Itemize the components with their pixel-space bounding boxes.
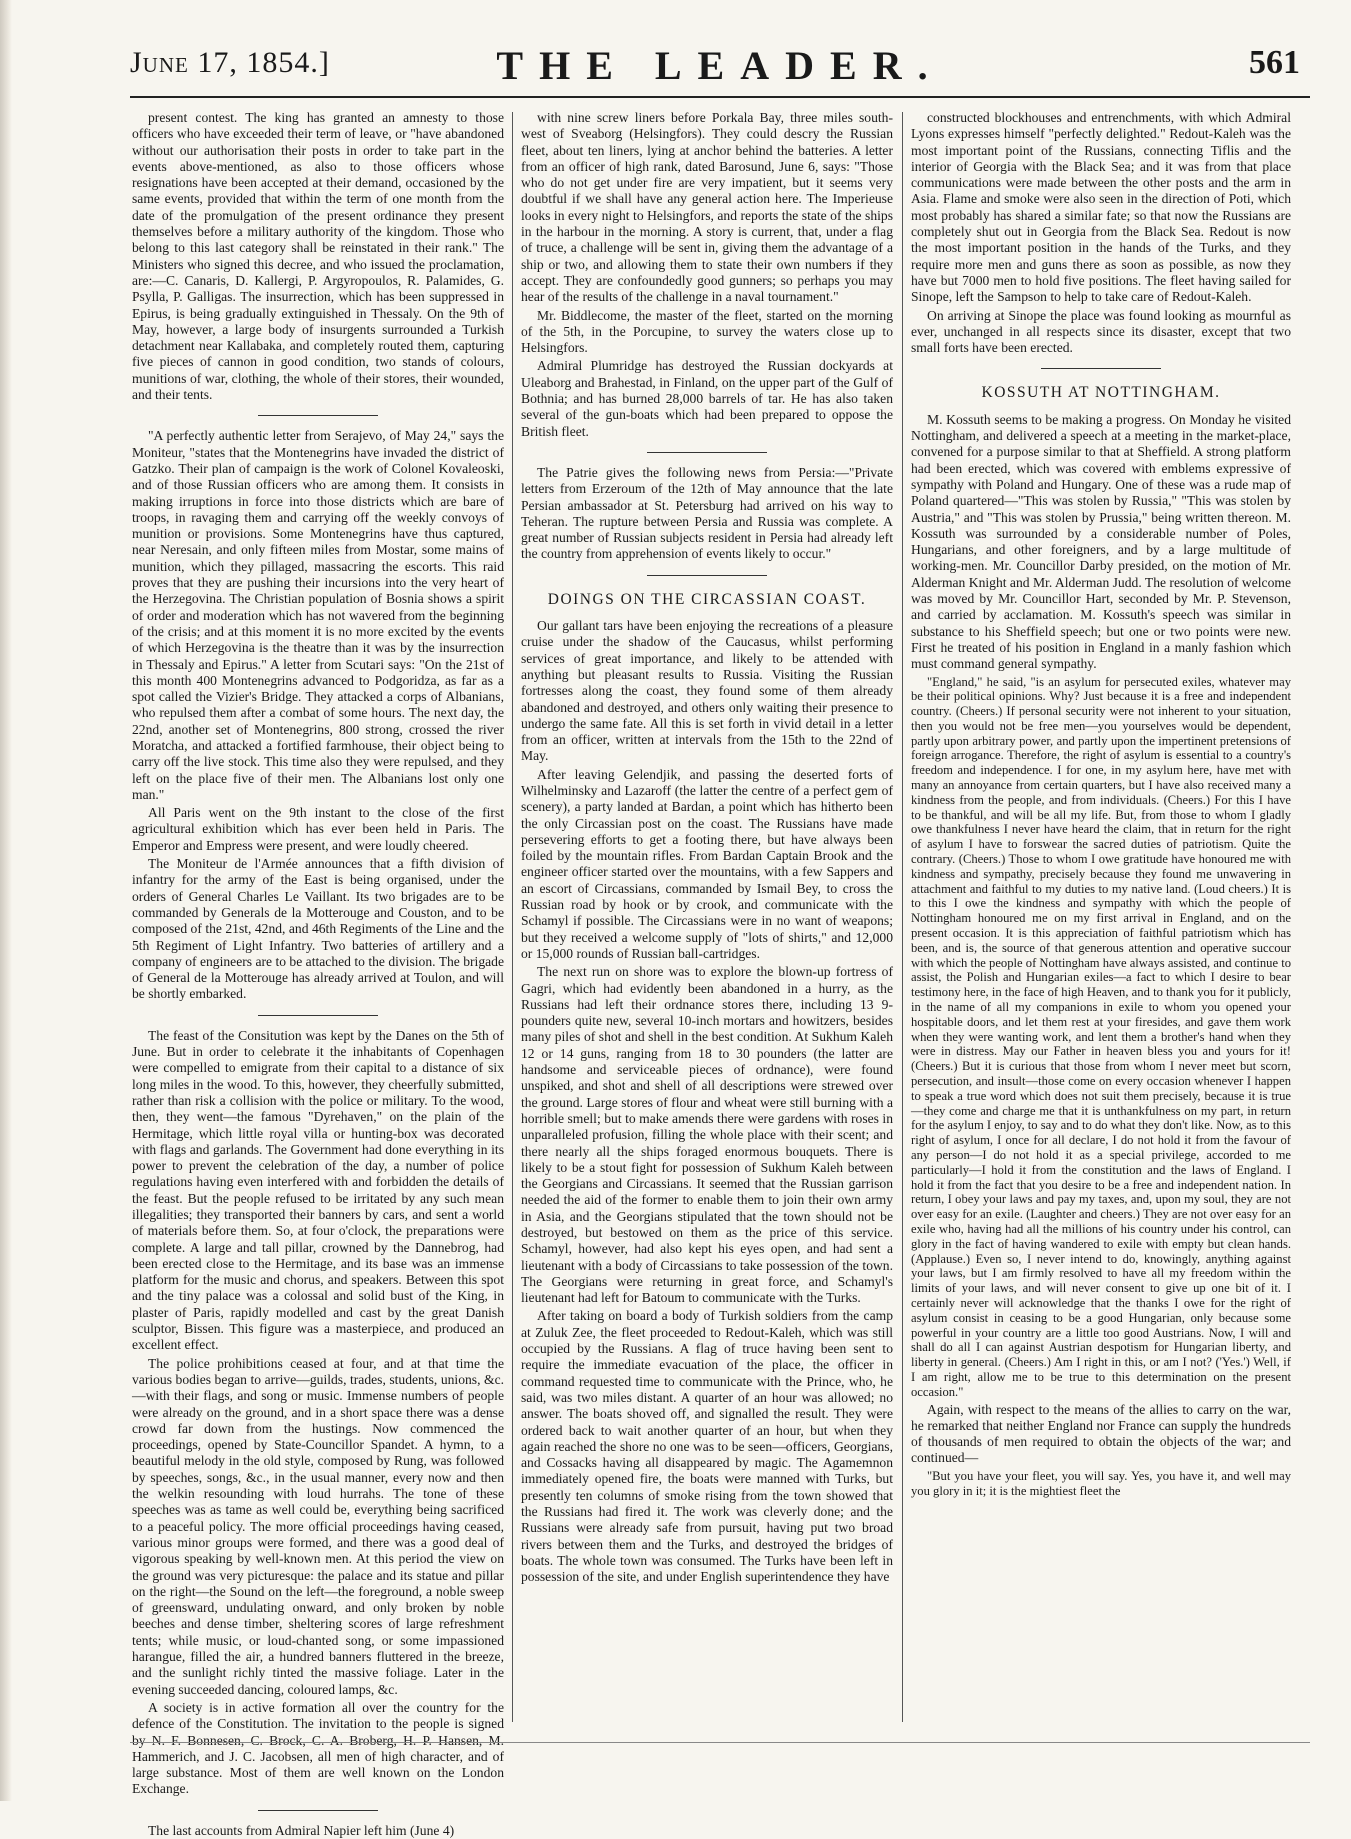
bottom-rule (130, 1742, 1310, 1743)
article-paragraph: "A perfectly authentic letter from Serajevo, of May 24," says the Moniteur, "states that the Montenegrins have invaded the district of Gatzko. Their plan of campaign is the work of Colonel Kovaleoski, and of those Russian officers who are among them. It consists in making irruptions in force into those districts which are bare of troops, in ravaging them and carrying off the weekly convoys of munition or provisions. Some Montenegrins have thus captured, near Neresain, and only fifteen miles from Mostar, some mains of munition, which they pillaged, massacring the escorts. This raid proves that they are pushing their incursions into the very heart of the Herzegovina. The Christian population of Bosnia shows a spirit of order and moderation which has not wavered from the beginning of the crisis; and at this moment it is no more excited by the events of which Herzegovina is the theatre than it was by the insurrection in Thessaly and Epirus." A letter from Scutari says: "On the 21st of this month 400 Montenegrins advanced to Podgoridza, as far as a spot called the Vizier's Bridge. They attacked a corps of Albanians, who repulsed them after a combat of some hours. The next day, the 22nd, another set of Montenegrins, 800 strong, crossed the river Moratcha, and attacked a fortified farmhouse, their object being to carry off the live stock. This time also they were repulsed, and they left on the place five of their men. The Albanians lost only one man." (132, 428, 504, 802)
section-separator (258, 1810, 378, 1811)
speech-paragraph: "But you have your fleet, you will say. Yes, you have it, and well may you glory in it; it is the mightiest fleet the (911, 1468, 1291, 1498)
page-spine-shadow (0, 0, 12, 1801)
article-paragraph: All Paris went on the 9th instant to the close of the first agricultural exhibition which has ever been held in Paris. The Emperor and Empress were present, and were loudly cheered. (132, 805, 504, 853)
section-separator (258, 1015, 378, 1016)
section-separator (258, 415, 378, 416)
article-heading: KOSSUTH AT NOTTINGHAM. (981, 384, 1221, 402)
article-paragraph: Again, with respect to the means of the allies to carry on the war, he remarked that neither England nor France can supply the hundreds of thousands of men required to obtain the objects of the war; and continued— (911, 1401, 1291, 1466)
article-paragraph: The last accounts from Admiral Napier left him (June 4) (148, 1822, 455, 1838)
section-separator (647, 452, 767, 453)
newspaper-title: THE LEADER. (496, 43, 944, 88)
article-paragraph: The Patrie gives the following news from Persia:—"Private letters from Erzeroum of the 12th of May announce that the late Persian ambassador at St. Petersburg had arrived on his way to Teheran. The rupture between Persia and Russia was complete. A great number of Russian subjects resident in Persia had already left the country from apprehension of events likely to occur." (521, 464, 893, 562)
issue-date: June 17, 1854.] (130, 46, 330, 79)
article-paragraph: On arriving at Sinope the place was found looking as mournful as ever, unchanged in all respects since its disaster, except that two small forts have been erected. (911, 307, 1291, 356)
article-paragraph: A society is in active formation all over the country for the defence of the Constitution. The invitation to the people is signed by N. F. Bonnesen, C. Brock, C. A. Broberg, H. P. Hansen, M. Hammerich, and J. C. Jacobsen, all men of high character, and of large substance. Most of them are well known on the London Exchange. (132, 1699, 504, 1797)
article-paragraph: Mr. Biddlecome, the master of the fleet, started on the morning of the 5th, in the Porcupine, to survey the waters close up to Helsingfors. (521, 307, 893, 356)
article-paragraph: The Moniteur de l'Armée announces that a fifth division of infantry for the army of the East is being organised, under the orders of General Charles Le Vaillant. Its two brigades are to be commanded by Generals de la Motterouge and Couston, and to be composed of the 21st, 42nd, and 46th Regiments of the Line and the 5th Regiment of Light Infantry. Two batteries of artillery and a company of engineers are to be attached to the division. The brigade of General de la Motterouge has already arrived at Toulon, and will be shortly embarked. (132, 856, 504, 1002)
article-heading: DOINGS ON THE CIRCASSIAN COAST. (547, 590, 867, 608)
section-separator (1041, 368, 1161, 369)
article-paragraph: with nine screw liners before Porkala Bay, three miles south-west of Sveaborg (Helsingfors). They could descry the Russian fleet, about ten liners, lying at anchor behind the batteries. A letter from an officer of high rank, dated Barosund, June 6, says: "Those who do not get under fire are very impatient, but it seems very doubtful if we shall have any general action here. The Imperieuse looks in every night to Helsingfors, and reports the state of the ships in the harbour in the morning. A story is current, that, under a flag of truce, a challenge will be sent in, giving them the advantage of a ship or two, and allowing them to state their own numbers if they accept. They are confoundedly good gunners; so perhaps you may hear of the results of the challenge in a naval tournament." (521, 110, 893, 305)
column-rule-2 (902, 112, 903, 1722)
masthead-rule (130, 96, 1310, 98)
article-paragraph: Our gallant tars have been enjoying the recreations of a pleasure cruise under the shadow of the Caucasus, whilst performing services of great importance, and likely to be attended with anything but pleasant results to Russia. Visiting the Russian fortresses along the coast, they found some of them already abandoned and destroyed, and others only waiting their presence to undergo the same fate. All this is set forth in vivid detail in a letter from an officer, written at intervals from the 15th to the 22nd of May. (521, 618, 893, 764)
column-1 (132, 110, 504, 1838)
column-2 (521, 110, 893, 1740)
article-paragraph: Admiral Plumridge has destroyed the Russian dockyards at Uleaborg and Brahestad, in Finland, on the upper part of the Gulf of Bothnia; and has burned 28,000 barrels of tar. He has also taken several of the gun-boats which had been prepared to oppose the British fleet. (521, 358, 893, 439)
article-paragraph: M. Kossuth seems to be making a progress. On Monday he visited Nottingham, and delivered a speech at a meeting in the market-place, convened for a purpose similar to that at Sheffield. A strong platform had been erected, which was covered with emblems expressive of sympathy with Poland and Hungary. One of these was a rude map of Poland quartered—"This was stolen by Russia," "This was stolen by Austria," and "This was stolen by Prussia," being written thereon. M. Kossuth was surrounded by a considerable number of Poles, Hungarians, and other foreigners, and by a large multitude of working-men. Mr. Councillor Darby presided, on the motion of Mr. Alderman Knight and Mr. Alderman Judd. The resolution of welcome was moved by Mr. Councillor Hart, seconded by Mr. P. Stevenson, and carried by acclamation. M. Kossuth's speech was similar in substance to his Sheffield speech; but one or two points were new. First he treated of his position in England in a manly fashion which must command general sympathy. (911, 411, 1291, 672)
column-rule-1 (512, 112, 513, 1722)
article-paragraph: The next run on shore was to explore the blown-up fortress of Gagri, which had evidently been abandoned in a hurry, as the Russians had left their ordnance stores there, including 13 9-pounders quite new, several 10-inch mortars and howitzers, besides many piles of shot and shell in the best condition. At Sukhum Kaleh 12 or 14 guns, ranging from 18 to 30 pounders (the latter are handsome and serviceable pieces of ordnance), were found unspiked, and shot and shell of all descriptions were strewed over the ground. Large stores of flour and wheat were still burning with a horrible smell; but to make amends there were gardens with roses in unparalleled profusion, filling the whole place with their scent; and there nearly all the ships foraged enormous bouquets. There is likely to be a stout fight for possession of Sukhum Kaleh between the Georgians and Circassians. It seemed that the Russian garrison needed the aid of the former to enable them to join their own army in Asia, and the Georgians stipulated that the town should not be destroyed, but bestowed on them as the price of this service. Schamyl, however, had also kept his eyes open, and had sent a lieutenant with a body of Circassians to take possession of the town. The Georgians were returning in great force, and Schamyl's lieutenant had left for Batoum to communicate with the Turks. (521, 964, 893, 1306)
article-paragraph: The feast of the Consitution was kept by the Danes on the 5th of June. But in order to celebrate it the inhabitants of Copenhagen were compelled to emigrate from their capital to a distance of six long miles in the wood. To this, however, they cheerfully submitted, rather than risk a collision with the police or military. To the wood, then, they went—the famous "Dyrehaven," on the plain of the Hermitage, which little royal villa or hunting-box was decorated with flags and garlands. The Government had done everything in its power to prevent the celebration of the day, a number of police regulations having even interfered with and forbidden the details of the feast. But the people refused to be irritated by any such mean illegalities; they transported their banners by cars, and sent a world of materials before them. So, at four o'clock, the preparations were complete. A large and tall pillar, crowned by the Dannebrog, had been erected close to the Hermitage, and its base was an immense platform for the music and chorus, and speakers. Between this spot and the tiny palace was a colossal and solid bust of the King, in plaster of Paris, rapidly modelled and cast by the great Danish sculptor, Bissen. This figure was a masterpiece, and produced an excellent effect. (132, 1027, 504, 1353)
article-paragraph: The police prohibitions ceased at four, and at that time the various bodies began to arrive—guilds, trades, students, unions, &c.—with their flags, and song or music. Immense numbers of people were already on the ground, and in a short space there was a dense crowd far down from the hustings. Now commenced the proceedings, opened by State-Councillor Spandet. A hymn, to a beautiful melody in the old style, composed by Rung, was followed by speeches, songs, &c., in the usual manner, every now and then the welkin resounding with loud hurrahs. The tone of these speeches was as tame as well could be, everything being sacrificed to a peaceful policy. The more official proceedings having ceased, various minor groups were formed, and there was a good deal of vigorous speaking by well-known men. At this period the view on the ground was very picturesque: the palace and its statue and pillar on the right—the Sound on the left—the foreground, a noble sweep of greensward, undulating onward, and only broken by noble beeches and dense timber, sheltering scores of large refreshment tents; while music, or loud-chanted song, or some impassioned harangue, filled the air, a hundred banners fluttered in the breeze, and the sunlight richly tinted the massive foliage. Later in the evening succeeded dancing, coloured lamps, &c. (132, 1355, 504, 1697)
article-paragraph: constructed blockhouses and entrenchments, with which Admiral Lyons expresses himself "perfectly delighted." Redout-Kaleh was the most important point of the Russians, connecting Tiflis and the interior of Georgia with the Black Sea; and it was from that place communications were made between the other posts and the arm in Asia. Flame and smoke were also seen in the direction of Poti, which most probably has shared a similar fate; so that now the Russians are completely shut out in Georgia from the Black Sea. Redout is now the most important position in the hands of the Turks, and they require more men and guns there as soon as possible, as now they have but 7000 men to hold five positions. The fleet having sailed for Sinope, left the Sampson to help to take care of Redout-Kaleh. (911, 110, 1291, 305)
column-3 (911, 110, 1291, 1740)
article-paragraph: After taking on board a body of Turkish soldiers from the camp at Zuluk Zee, the fleet proceeded to Redout-Kaleh, which was still occupied by the Russians. A flag of truce having been sent to require the immediate evacuation of the place, the officer in command requested time to communicate with the Prince, who, he said, was two miles distant. A quarter of an hour was allowed; no answer. The boats shoved off, and signalled the result. They were ordered back to wait another quarter of an hour, but when they again reached the shore no one was to be seen—officers, Georgians, and Cossacks having all disappeared by magic. The Agamemnon immediately opened fire, the boats were manned with Turks, but presently ten columns of smoke rising from the town showed that the Russians had fired it. The work was cleverly done; and the Russians were already safe from pursuit, having put two broad rivers between them and the Turks, and destroyed the bridges of boats. The whole town was consumed. The Turks have been left in possession of the site, and under English superintendence they have (521, 1308, 893, 1585)
section-separator (647, 575, 767, 576)
masthead (130, 38, 1310, 108)
page-number: 561 (1249, 44, 1300, 81)
article-paragraph: After leaving Gelendjik, and passing the deserted forts of Wilhelminsky and Lazaroff (the latter the centre of a perfect gem of scenery), a party landed at Bardan, a point which has hitherto been the only Circassian post on the coast. The Russians have made persevering efforts to get a footing there, but have always been foiled by the mountain rifles. From Bardan Captain Brook and the engineer officer started over the mountains, with a few Sappers and an escort of Circassians, commanded by Ismail Bey, to cross the Russian road by hook or by crook, and communicate with the Schamyl if possible. The Circassians were in no want of weapons; but they received a welcome supply of "lots of shirts," and 12,000 or 15,000 rounds of Russian ball-cartridges. (521, 766, 893, 961)
speech-paragraph: "England," he said, "is an asylum for persecuted exiles, whatever may be their political opinions. Why? Just because it is a free and independent country. (Cheers.) If personal security were not inherent to your situation, then you would not be free men—you yourselves would be dependent, partly upon arbitrary power, and partly upon the impertinent pretensions of foreign arrogance. Therefore, the right of asylum is essential to a country's freedom and independence. I for one, in my asylum here, have met with many an annoyance from certain quarters, but I have also received many a kindness from the people, and from individuals. (Cheers.) For this I have to be thankful, and will be all my life. But, from those to whom I gladly owe thankfulness I never have heard the claim, that in return for the right of asylum I have to forswear the sacred duties of patriotism. Quite the contrary. (Cheers.) Those to whom I owe gratitude have honoured me with kindness and sympathy, precisely because they found me unwavering in attachment and faithful to my duties to my native land. (Loud cheers.) It is to this I owe the kindness and sympathy with which the people of Nottingham honoured me on my first arrival in England, and on the present occasion. It is this appreciation of faithful patriotism which has been, and is, the source of that generous attention and operative succour with which the people of Nottingham have always assisted, and continue to assist, the Polish and Hungarian exiles—a fact to which I desire to bear testimony here, in the face of high Heaven, and to thank you for it publicly, in the name of all my companions in exile to whom you opened your hospitable doors, and let them rest at your firesides, and gave them work when they were wanting work, and lent them a brother's hand when they were in distress. May our Father in heaven bless you and yours for it! (Cheers.) But it is curious that those from whom I never meet but scorn, persecution, and insult—those come on every occasion whenever I happen to speak a true word which does not suit them precisely, because it is true—they come and charge me that it is unthankfulness on my part, in return for the asylum I enjoy, to say and to do what they don't like. Now, as to this right of asylum, I once for all declare, I do not hold it from the favour of any person—I do not hold it as a special privilege, accorded to me particularly—I hold it from the constitution and the laws of England. I hold it from the fact that you desire to be a free and independent nation. In return, I obey your laws and pay my taxes, and, upon my soul, they are not over easy for an exile. (Laughter and cheers.) They are not over easy for an exile who, having had all the millions of his country under his control, can glory in the fact of having wandered to exile with empty but clean hands. (Applause.) Even so, I never intend to do, knowingly, anything against your laws, but I am firmly resolved to have all my freedom within the limits of your laws, and will never consent to give up one bit of it. I certainly never will acknowledge that the thanks I owe for the right of asylum consist in ceasing to be a good Hungarian, only because some powerful in your country are a little too good Austrians. Now, I will and shall do all I can against Austrian despotism for Hungarian liberty, and liberty in general. (Cheers.) Am I right in this, or am I not? ('Yes.') Well, if I am right, allow me to be true to this determination on the present occasion." (911, 674, 1291, 1399)
article-paragraph: present contest. The king has granted an amnesty to those officers who have exceeded their term of leave, or "have abandoned without our authorisation their posts in order to take part in the events above-mentioned, as also to those officers whose resignations have been accepted at their demand, occasioned by the same events, provided that within the term of one month from the date of the promulgation of the present ordinance they present themselves before a military authority of the kingdom. Those who belong to this last category shall be reinstated in their rank." The Ministers who signed this decree, and who issued the proclamation, are:—C. Canaris, D. Kallergi, P. Argyropoulos, R. Palamides, G. Psylla, P. Galligas. The insurrection, which has been suppressed in Epirus, is being gradually extinguished in Thessaly. On the 9th of May, however, a large body of insurgents surrounded a Turkish detachment near Kallabaka, and completely routed them, capturing five pieces of cannon in good condition, two stands of colours, munitions of war, clothing, the whole of their stores, their wounded, and their tents. (132, 110, 504, 403)
